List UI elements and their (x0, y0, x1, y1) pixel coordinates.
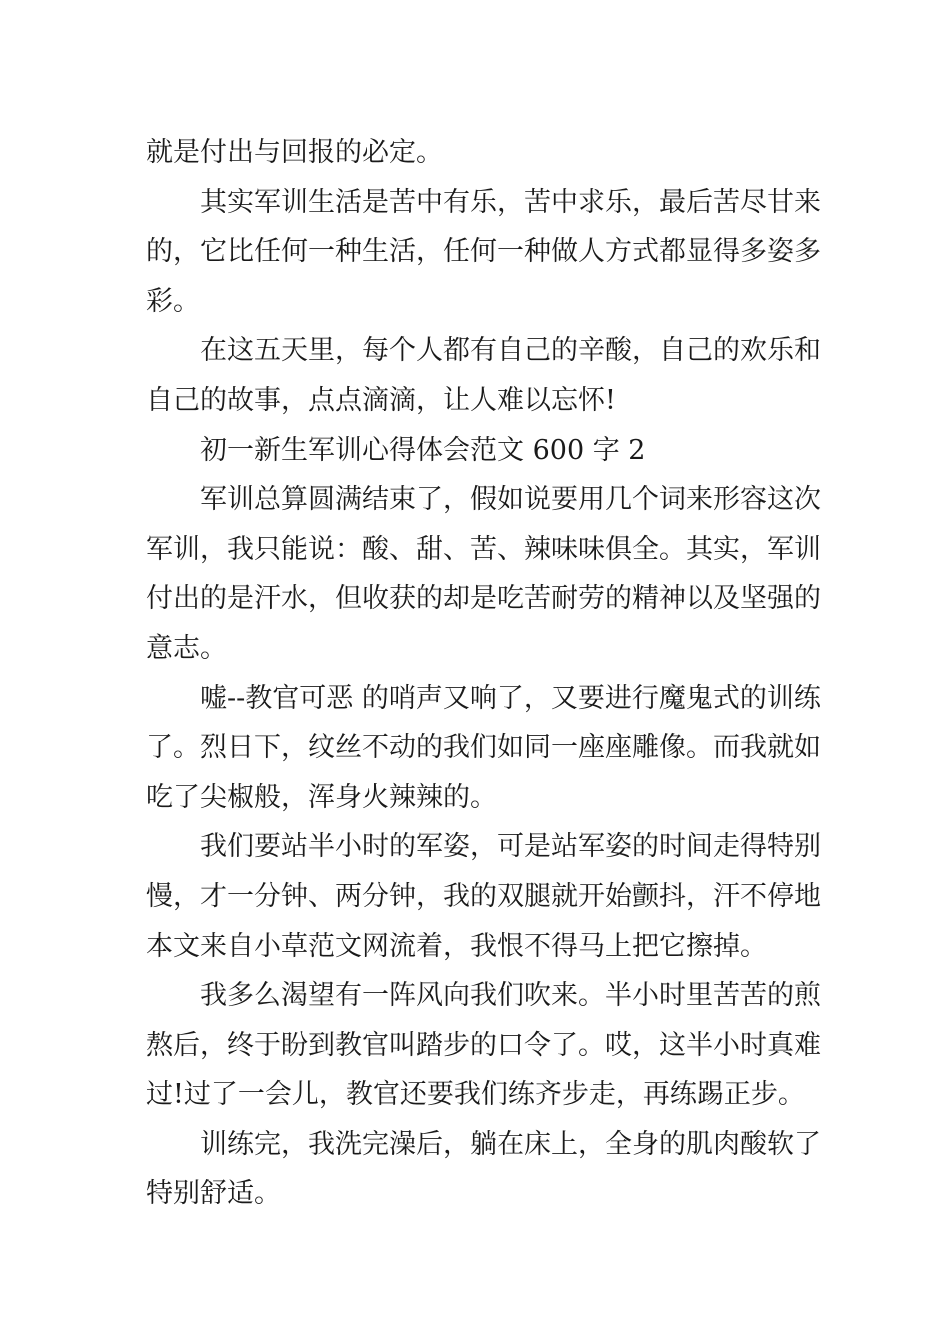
text-line-12: 嘘--教官可恶 的哨声又响了，又要进行魔鬼式的训练 (200, 682, 821, 714)
document-body (146, 128, 821, 1219)
text-line-5: 在这五天里，每个人都有自己的辛酸，自己的欢乐和 (200, 335, 821, 367)
text-line-20: 过!过了一会儿，教官还要我们练齐步走，再练踢正步。 (146, 1079, 805, 1111)
text-line-11: 意志。 (146, 632, 227, 664)
text-line-6: 自己的故事，点点滴滴，让人难以忘怀! (146, 384, 616, 416)
text-line-3: 的，它比任何一种生活，任何一种做人方式都显得多姿多 (146, 236, 821, 268)
text-line-19: 熬后，终于盼到教官叫踏步的口令了。哎，这半小时真难 (146, 1029, 821, 1061)
text-line-15: 我们要站半小时的军姿，可是站军姿的时间走得特别 (200, 831, 821, 863)
text-line-10: 付出的是汗水，但收获的却是吃苦耐劳的精神以及坚强的 (146, 583, 821, 615)
text-line-21: 训练完，我洗完澡后，躺在床上，全身的肌肉酸软了 (200, 1128, 821, 1160)
text-line-17: 本文来自小草范文网流着，我恨不得马上把它擦掉。 (146, 930, 767, 962)
text-line-14: 吃了尖椒般，浑身火辣辣的。 (146, 781, 497, 813)
text-line-9: 军训，我只能说：酸、甜、苦、辣味味俱全。其实，军训 (146, 533, 821, 565)
text-line-1: 就是付出与回报的必定。 (146, 137, 443, 168)
text-line-16: 慢，才一分钟、两分钟，我的双腿就开始颤抖，汗不停地 (146, 880, 821, 912)
text-line-4: 彩。 (146, 285, 200, 317)
text-line-8: 军训总算圆满结束了，假如说要用几个词来形容这次 (200, 484, 821, 516)
text-line-13: 了。烈日下，纹丝不动的我们如同一座座雕像。而我就如 (146, 732, 821, 764)
text-line-22: 特别舒适。 (146, 1178, 281, 1210)
section-heading: 初一新生军训心得体会范文 600 字 2 (200, 434, 646, 466)
text-line-18: 我多么渴望有一阵风向我们吹来。半小时里苦苦的煎 (200, 980, 821, 1012)
text-line-2: 其实军训生活是苦中有乐，苦中求乐，最后苦尽甘来 (200, 186, 821, 218)
